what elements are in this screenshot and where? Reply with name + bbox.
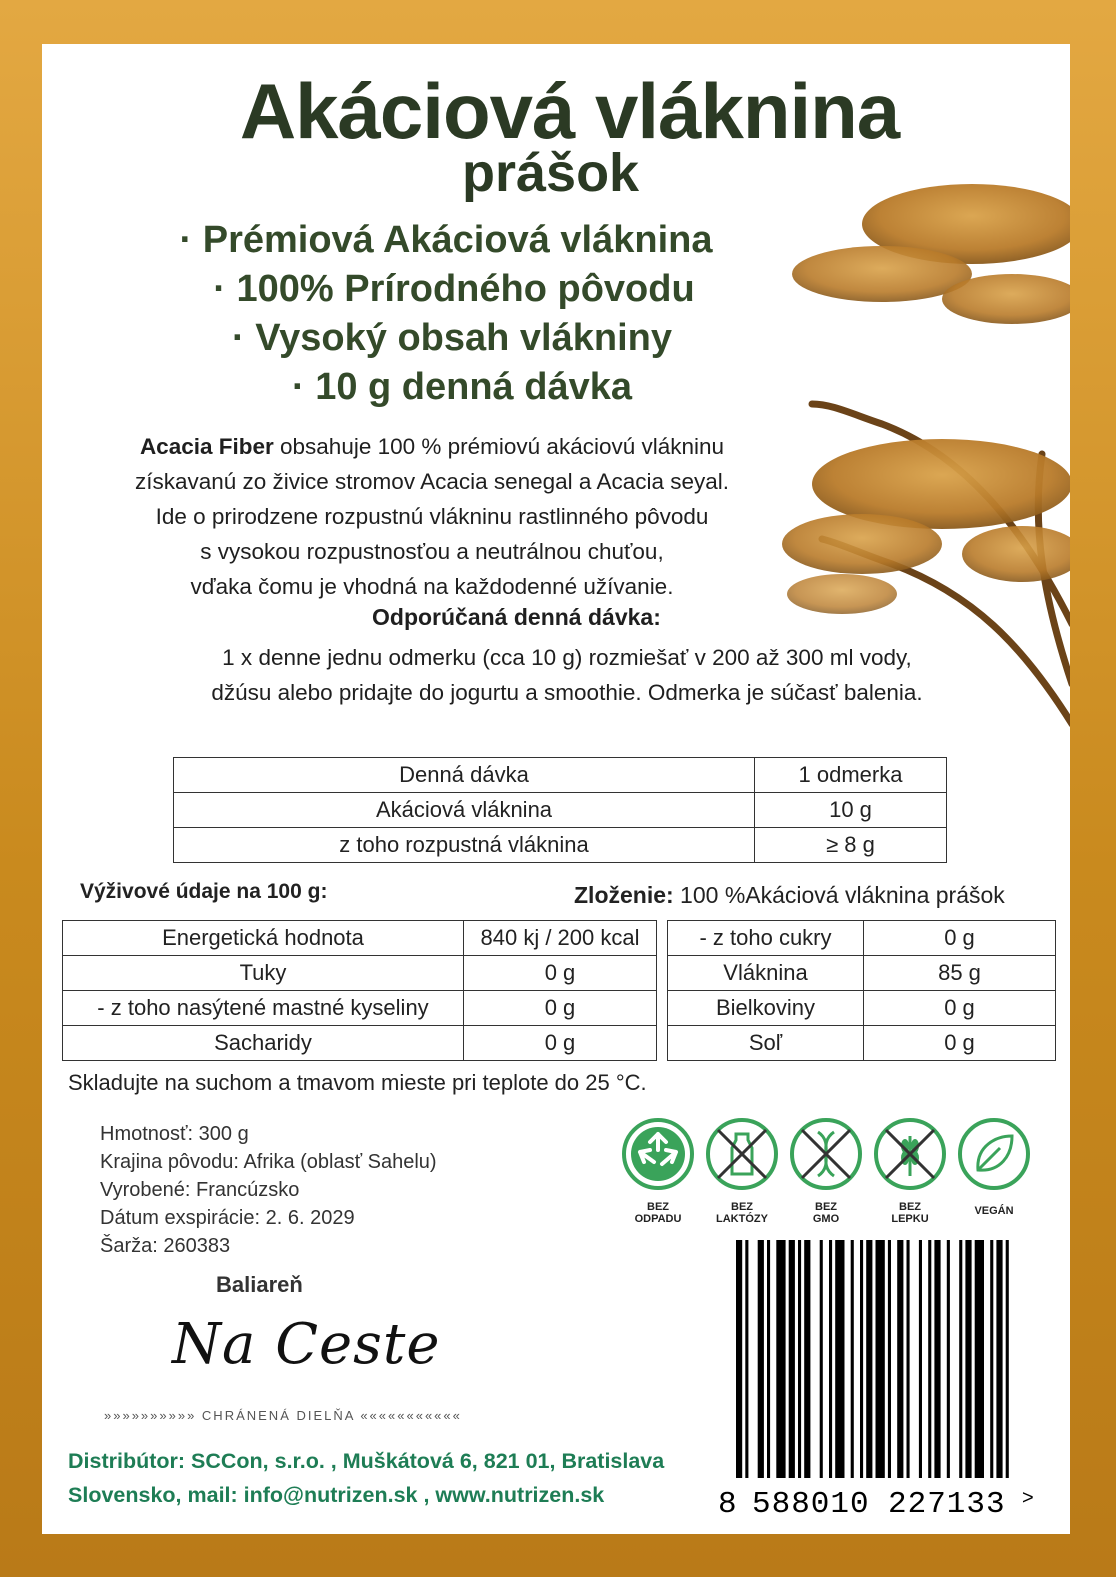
nutrition-heading: Výživové údaje na 100 g:	[80, 880, 328, 903]
feature-item: · Vysoký obsah vlákniny	[232, 317, 672, 359]
barcode-bar	[1006, 1240, 1009, 1478]
no-wheat-icon	[872, 1116, 948, 1192]
barcode-bar	[776, 1240, 785, 1478]
info-line: Šarža: 260383	[100, 1235, 231, 1257]
distributor-line: Distribútor: SCCon, s.r.o. , Muškátová 6, 821 01, Bratislava	[68, 1449, 665, 1473]
description-line: s vysokou rozpustnosťou a neutrálnou chuťou,	[200, 539, 664, 564]
brand-script-logo: Na Ceste	[172, 1312, 441, 1377]
table-cell: Denná dávka	[174, 758, 755, 793]
barcode-bar	[907, 1240, 910, 1478]
feature-list	[102, 216, 782, 412]
barcode-bar	[876, 1240, 885, 1478]
table-row	[174, 828, 947, 863]
barcode-arrow: >	[1022, 1487, 1034, 1509]
table-cell: Vláknina	[668, 956, 864, 991]
dose-instructions	[132, 640, 1002, 710]
dose-line: 1 x denne jednu odmerku (cca 10 g) rozmiešať v 200 až 300 ml vody,	[222, 645, 912, 670]
table-row	[63, 1026, 657, 1061]
table-row	[668, 1026, 1056, 1061]
barcode-bar	[919, 1240, 922, 1478]
badge-zero-waste	[618, 1116, 698, 1225]
barcode-bar	[745, 1240, 748, 1478]
dose-line: džúsu alebo pridajte do jogurtu a smoothie. Odmerka je súčasť balenia.	[211, 680, 923, 705]
badge-label: BEZ	[731, 1201, 753, 1213]
label-card	[42, 44, 1070, 1534]
barcode-bar	[758, 1240, 764, 1478]
dose-heading: Odporúčaná denná dávka:	[372, 604, 661, 630]
badge-label: VEGÁN	[974, 1205, 1014, 1217]
nutrition-table-right	[667, 920, 1056, 1061]
barcode-bar	[975, 1240, 984, 1478]
badge-gmo-free	[786, 1116, 866, 1225]
barcode	[718, 1240, 1038, 1518]
feature-item: · 10 g denná dávka	[291, 366, 632, 408]
composition	[574, 882, 1005, 909]
composition-value: 100 %Akáciová vláknina prášok	[673, 882, 1005, 908]
barcode-bar	[959, 1240, 962, 1478]
dose-table	[173, 757, 947, 863]
barcode-bar	[866, 1240, 872, 1478]
barcode-bar	[990, 1240, 993, 1478]
barcode-bar	[798, 1240, 801, 1478]
badge-label: GMO	[812, 1213, 840, 1225]
distributor-info	[68, 1444, 664, 1512]
composition-label: Zloženie:	[574, 882, 674, 908]
barcode-bar	[829, 1240, 832, 1478]
table-cell: 0 g	[464, 991, 657, 1026]
barcode-bar	[897, 1240, 903, 1478]
barcode-bars	[718, 1240, 1038, 1518]
table-cell: 840 kj / 200 kcal	[464, 921, 657, 956]
table-cell: Energetická hodnota	[63, 921, 464, 956]
table-cell: 1 odmerka	[755, 758, 947, 793]
table-cell: 0 g	[464, 956, 657, 991]
barcode-bar	[767, 1240, 770, 1478]
distributor-line: Slovensko, mail: info@nutrizen.sk , www.nutrizen.sk	[68, 1483, 605, 1507]
table-cell: 0 g	[864, 921, 1056, 956]
brand-name: Acacia Fiber	[139, 434, 274, 459]
table-cell: 0 g	[464, 1026, 657, 1061]
barcode-bar	[996, 1240, 1002, 1478]
barcode-bar	[804, 1240, 810, 1478]
description-line: získavanú zo živice stromov Acacia senegal a Acacia seyal.	[134, 469, 730, 494]
table-cell: ≥ 8 g	[755, 828, 947, 863]
table-cell: 10 g	[755, 793, 947, 828]
barcode-bar	[934, 1240, 940, 1478]
product-description	[82, 429, 782, 604]
barcode-bar	[820, 1240, 823, 1478]
table-cell: Soľ	[668, 1026, 864, 1061]
brand-tagline: »»»»»»»»»» CHRÁNENÁ DIELŇA «««««««««««	[104, 1408, 462, 1423]
table-cell: Akáciová vláknina	[174, 793, 755, 828]
barcode-digits-left: 588010	[752, 1487, 870, 1518]
product-info	[100, 1120, 437, 1260]
barcode-bar	[888, 1240, 891, 1478]
recycle-icon	[620, 1116, 696, 1192]
no-dna-icon	[788, 1116, 864, 1192]
badge-lactose-free	[702, 1116, 782, 1225]
barcode-digits-right: 227133	[888, 1487, 1006, 1518]
badge-label: LAKTÓZY	[716, 1213, 768, 1225]
table-row	[174, 758, 947, 793]
info-line: Krajina pôvodu: Afrika (oblasť Sahelu)	[100, 1151, 437, 1173]
badge-label: BEZ	[899, 1201, 921, 1213]
barcode-bar	[789, 1240, 795, 1478]
table-row	[668, 956, 1056, 991]
barcode-bar	[965, 1240, 971, 1478]
badge-row	[618, 1116, 1038, 1236]
info-line: Dátum exspirácie: 2. 6. 2029	[100, 1207, 355, 1229]
table-cell: Bielkoviny	[668, 991, 864, 1026]
table-row	[668, 921, 1056, 956]
table-row	[63, 956, 657, 991]
badge-vegan	[954, 1116, 1034, 1217]
table-cell: 0 g	[864, 991, 1056, 1026]
leaf-icon	[956, 1116, 1032, 1192]
info-line: Vyrobené: Francúzsko	[100, 1179, 300, 1201]
barcode-digit-lead: 8	[718, 1487, 738, 1518]
barcode-bar	[860, 1240, 863, 1478]
table-cell: - z toho cukry	[668, 921, 864, 956]
info-line: Hmotnosť: 300 g	[100, 1123, 249, 1145]
badge-label: LEPKU	[891, 1213, 929, 1225]
barcode-bar	[928, 1240, 931, 1478]
table-cell: z toho rozpustná vláknina	[174, 828, 755, 863]
barcode-bar	[835, 1240, 844, 1478]
badge-label: BEZ	[815, 1201, 837, 1213]
table-cell: Tuky	[63, 956, 464, 991]
feature-item: · Prémiová Akáciová vláknina	[179, 219, 713, 261]
barcode-bar	[851, 1240, 854, 1478]
storage-instructions: Skladujte na suchom a tmavom mieste pri teplote do 25 °C.	[68, 1070, 647, 1095]
barcode-bar	[736, 1240, 742, 1478]
description-line: Ide o prirodzene rozpustnú vlákninu rastlinného pôvodu	[155, 504, 709, 529]
barcode-bar	[947, 1240, 950, 1478]
table-cell: 85 g	[864, 956, 1056, 991]
nutrition-table-left	[62, 920, 657, 1061]
table-row	[668, 991, 1056, 1026]
product-subtitle: prášok	[462, 143, 640, 203]
product-title: Akáciová vláknina	[239, 67, 900, 155]
feature-item: · 100% Prírodného pôvodu	[213, 268, 695, 310]
badge-label: BEZ	[647, 1201, 669, 1213]
table-row	[63, 921, 657, 956]
table-cell: - z toho nasýtené mastné kyseliny	[63, 991, 464, 1026]
no-milk-bottle-icon	[704, 1116, 780, 1192]
table-row	[174, 793, 947, 828]
description-line: obsahuje 100 % prémiovú akáciovú vlákninu	[273, 434, 725, 459]
badge-gluten-free	[870, 1116, 950, 1225]
table-cell: 0 g	[864, 1026, 1056, 1061]
workshop-name: Baliareň	[216, 1272, 303, 1297]
table-cell: Sacharidy	[63, 1026, 464, 1061]
badge-label: ODPADU	[634, 1213, 682, 1225]
table-row	[63, 991, 657, 1026]
description-line: vďaka čomu je vhodná na každodenné užívanie.	[190, 574, 674, 599]
